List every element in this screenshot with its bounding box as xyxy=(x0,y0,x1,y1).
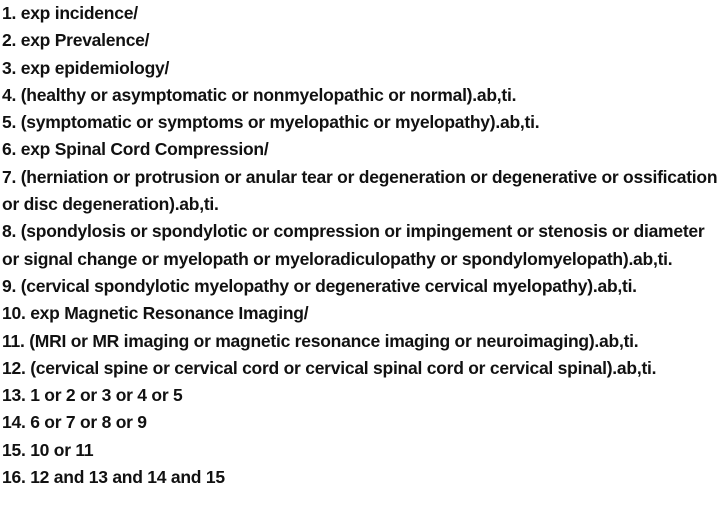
search-line-13: 13. 1 or 2 or 3 or 4 or 5 xyxy=(2,385,183,406)
search-line-10: 10. exp Magnetic Resonance Imaging/ xyxy=(2,303,309,324)
search-line-15: 15. 10 or 11 xyxy=(2,439,94,460)
search-line-12: 12. (cervical spine or cervical cord or cervical spinal cord or cervical spinal).ab,ti. xyxy=(2,357,657,378)
search-line-3: 3. exp epidemiology/ xyxy=(2,57,170,78)
search-line-6: 6. exp Spinal Cord Compression/ xyxy=(2,139,269,160)
search-line-2: 2. exp Prevalence/ xyxy=(2,30,150,51)
search-line-8: 8. (spondylosis or spondylotic or compression or impingement or stenosis or diameter or signal change or myelopath or myeloradiculopathy or spondylomyelopath).ab,ti. xyxy=(2,221,705,269)
search-line-7: 7. (herniation or protrusion or anular tear or degeneration or degenerative or ossification or disc degeneration).ab,ti. xyxy=(2,166,718,215)
search-line-5: 5. (symptomatic or symptoms or myelopathic or myelopathy).ab,ti. xyxy=(2,112,540,133)
search-line-14: 14. 6 or 7 or 8 or 9 xyxy=(2,412,147,433)
search-line-4: 4. (healthy or asymptomatic or nonmyelopathic or normal).ab,ti. xyxy=(2,84,517,105)
search-line-1: 1. exp incidence/ xyxy=(2,3,138,23)
search-line-9: 9. (cervical spondylotic myelopathy or degenerative cervical myelopathy).ab,ti. xyxy=(2,275,637,296)
search-line-11: 11. (MRI or MR imaging or magnetic resonance imaging or neuroimaging).ab,ti. xyxy=(2,330,639,351)
search-strategy-list xyxy=(2,0,718,491)
search-line-16: 16. 12 and 13 and 14 and 15 xyxy=(2,467,225,488)
